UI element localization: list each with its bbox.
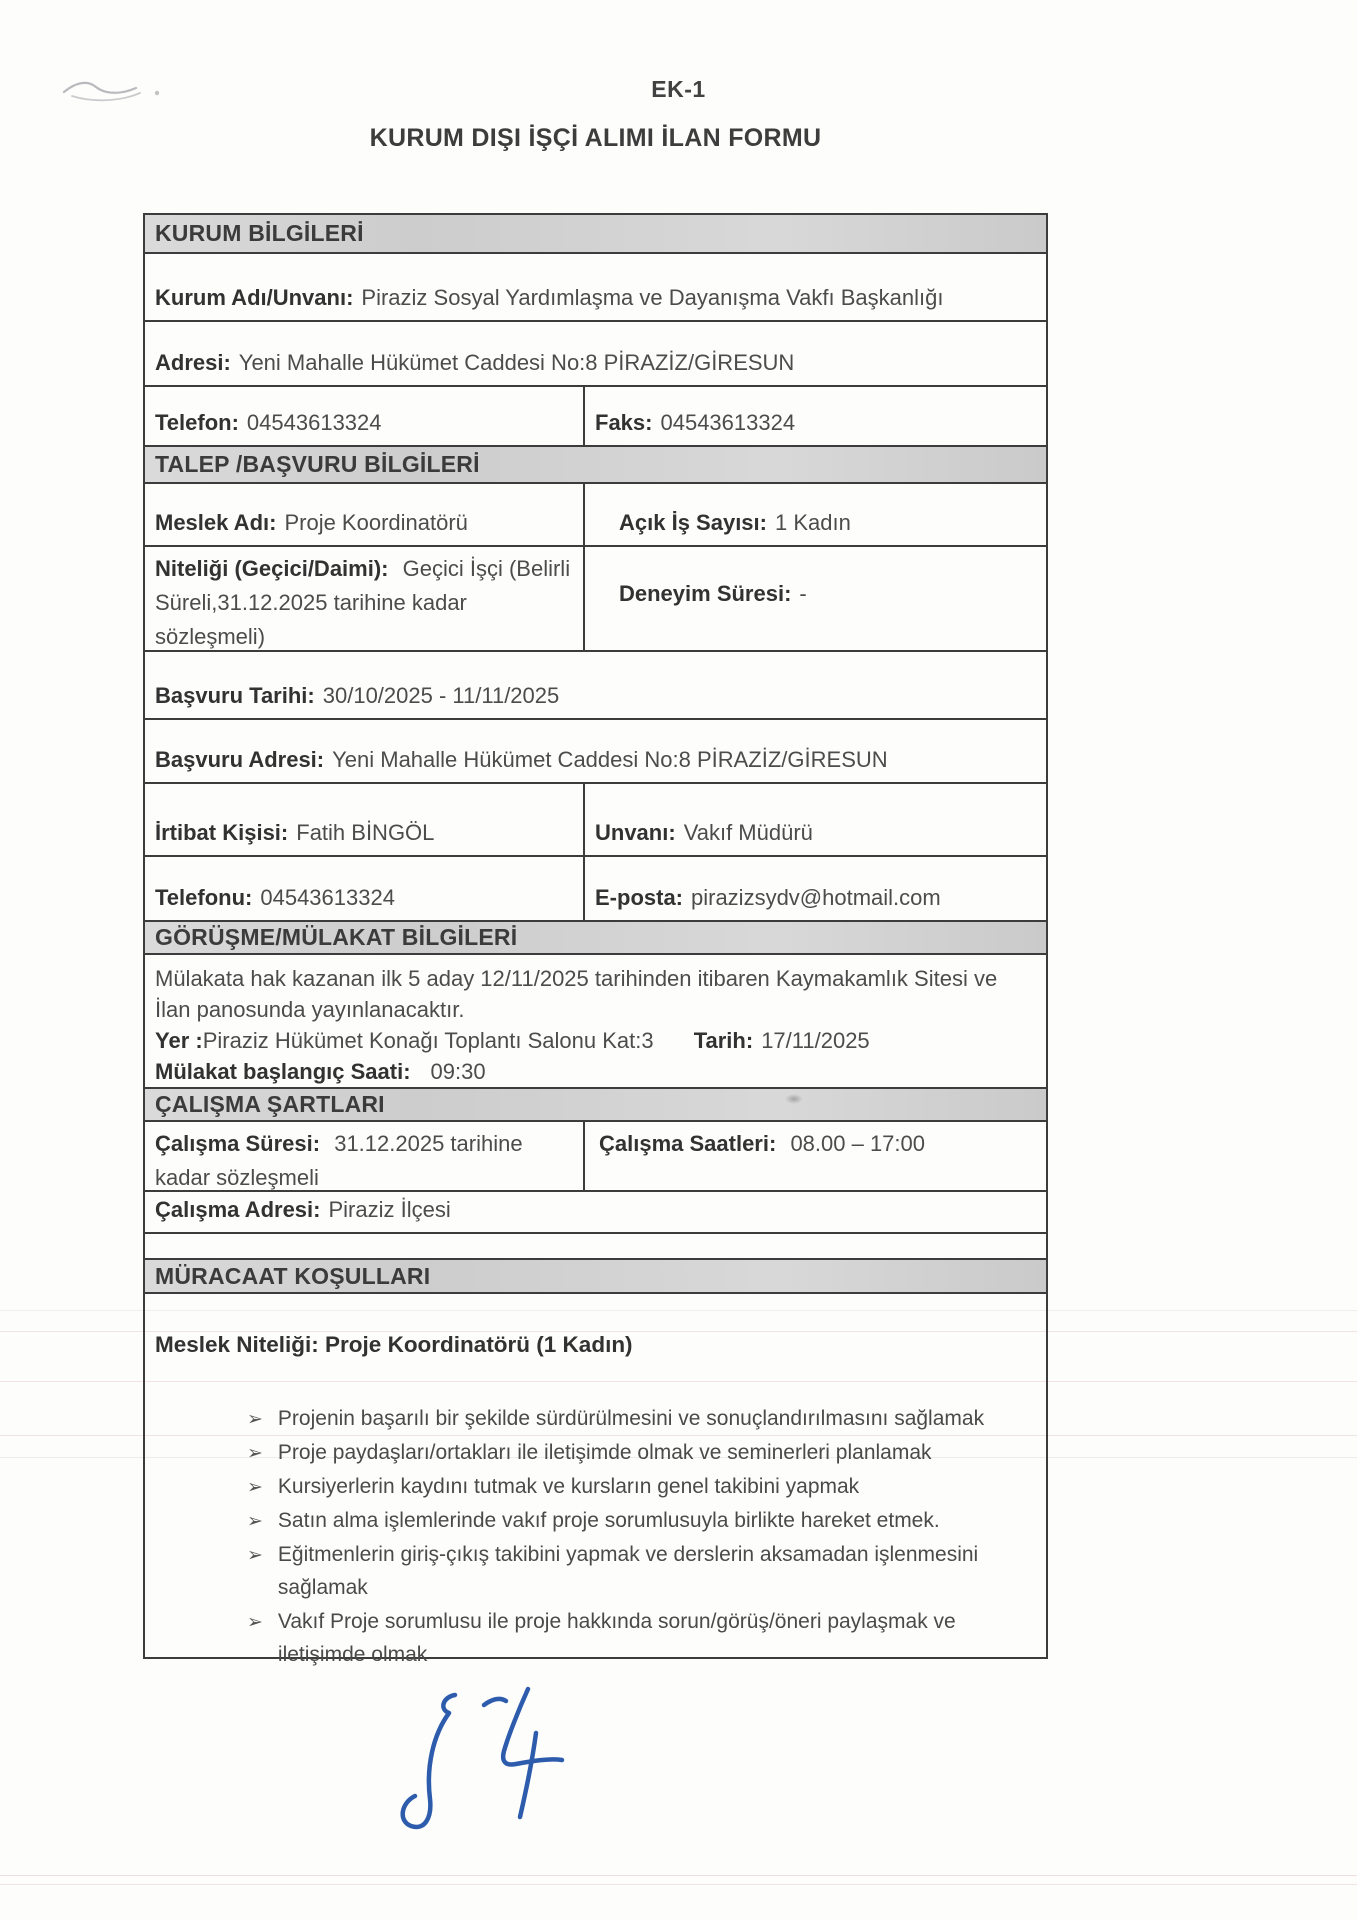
ek-label: EK-1 [651,76,706,102]
field-label: Tarih: [693,1028,754,1053]
list-item-text: Eğitmenlerin giriş-çıkış takibini yapmak ve derslerin aksamadan işlenmesini sağlamak [277,1543,979,1599]
form-title: KURUM DIŞI İŞÇİ ALIMI İLAN FORMU [369,124,822,152]
scan-artifact-line [0,1875,1357,1876]
field-label: Mülakat başlangıç Saati: [155,1059,411,1084]
cell-faks [585,387,1046,445]
bullet-arrow-icon: ➢ [247,1511,263,1532]
row-telefonu-eposta [145,857,1046,922]
field-value: 17/11/2025 [761,1028,870,1053]
field-label: Faks: [595,410,653,435]
signature-scribble [400,1683,570,1838]
cell-calisma-suresi [145,1122,585,1190]
list-item [247,1504,1030,1537]
list-item [247,1470,1030,1503]
row-telefon-faks [145,387,1046,447]
scan-smudge [785,1094,803,1104]
row-basvuru-tarihi [145,652,1046,720]
field-label: Çalışma Saatleri: [599,1131,777,1156]
field-value: Geçici İşçi (Belirli Süreli,31.12.2025 tarihine kadar sözleşmeli) [155,556,571,649]
field-value: Piraziz Sosyal Yardımlaşma ve Dayanışma Vakfı Başkanlığı [361,285,944,310]
cell-eposta [585,857,1046,920]
cell-meslek-adi [145,484,585,545]
cell-unvani [585,784,1046,855]
section-header-gorusme-mulakat [145,922,1046,955]
list-item-text: Proje paydaşları/ortakları ile iletişimde olmak ve seminerleri planlamak [277,1441,932,1464]
meslek-niteligi-heading: Meslek Niteliği: Proje Koordinatörü (1 Kadın) [155,1332,633,1357]
field-value: Proje Koordinatörü [284,510,468,535]
field-label: Telefon: [155,410,239,435]
section-header-label: MÜRACAAT KOŞULLARI [155,1262,431,1289]
field-value: 31.12.2025 tarihine kadar sözleşmeli [155,1131,523,1190]
field-value: Vakıf Müdürü [683,820,813,845]
mulakat-saat [155,1056,1034,1087]
row-kurum-adi [145,254,1046,322]
bullet-arrow-icon: ➢ [247,1409,263,1430]
field-value: Yeni Mahalle Hükümet Caddesi No:8 PİRAZİZ/GİRESUN [238,350,795,375]
bullet-arrow-icon: ➢ [247,1443,263,1464]
cell-calisma-saatleri [585,1122,1046,1190]
row-calisma-suresi-saatleri [145,1122,1046,1192]
section-header-label: TALEP /BAŞVURU BİLGİLERİ [155,451,480,477]
form-table [143,213,1048,1666]
cell-telefonu [145,857,585,920]
bullet-arrow-icon: ➢ [247,1545,263,1566]
field-label: Kurum Adı/Unvanı: [155,285,354,310]
field-label: Başvuru Adresi: [155,747,325,772]
field-value: Piraziz İlçesi [328,1197,451,1222]
section-header-label: KURUM BİLGİLERİ [155,220,364,246]
section-header-kurum-bilgileri [145,215,1046,254]
field-label: Adresi: [155,350,231,375]
field-label: Telefonu: [155,885,253,910]
row-muracaat-icerik [145,1294,1046,1666]
row-meslek-adi-acik-is [145,484,1046,547]
field-value: 04543613324 [260,885,395,910]
row-calisma-adresi [145,1192,1046,1234]
cell-irtibat-kisisi [145,784,585,855]
pen-smudge-mark [58,72,163,106]
field-value: Piraziz Hükümet Konağı Toplantı Salonu Kat:3 [202,1028,654,1053]
cell-deneyim-suresi [585,547,1046,650]
field-value: 04543613324 [660,410,796,435]
scan-artifact-line [0,1884,1357,1885]
bullet-arrow-icon: ➢ [247,1612,263,1633]
row-niteligi-deneyim [145,547,1046,652]
section-header-muracaat-kosullari [145,1260,1046,1294]
field-label: Unvanı: [595,820,676,845]
list-item [247,1538,1030,1604]
field-value: 08.00 – 17:00 [790,1131,926,1156]
list-item-text: Satın alma işlemlerinde vakıf proje sorumlusuyla birlikte hareket etmek. [277,1509,940,1532]
section-header-label: GÖRÜŞME/MÜLAKAT BİLGİLERİ [155,924,518,950]
field-value: 09:30 [430,1059,486,1084]
field-value: pirazizsydv@hotmail.com [691,885,941,910]
field-value: 1 Kadın [774,510,851,535]
mulakat-announcement [155,963,1034,1025]
field-value: Fatih BİNGÖL [296,820,435,845]
list-item-text: Projenin başarılı bir şekilde sürdürülmesini ve sonuçlandırılmasını sağlamak [277,1407,985,1430]
cell-niteligi [145,547,585,650]
field-value: Yeni Mahalle Hükümet Caddesi No:8 PİRAZİZ/GİRESUN [332,747,888,772]
field-label: Meslek Adı: [155,510,277,535]
bullet-arrow-icon: ➢ [247,1477,263,1498]
field-label: Deneyim Süresi: [619,581,792,606]
list-item-text: Kursiyerlerin kaydını tutmak ve kursların genel takibini yapmak [277,1475,860,1498]
field-value: 04543613324 [246,410,382,435]
field-value: Mülakata hak kazanan ilk 5 aday 12/11/2025 tarihinden itibaren Kaymakamlık Sitesi ve İlan panosunda yayınlanacaktır. [155,966,998,1022]
mulakat-yer-tarih [155,1025,1034,1056]
row-mulakat-detaylari [145,955,1046,1089]
list-item [247,1605,1030,1671]
field-label: E-posta: [595,885,683,910]
list-item [247,1402,1030,1435]
section-header-talep-basvuru [145,447,1046,484]
field-label: Yer : [155,1028,203,1053]
section-header-calisma-sartlari [145,1089,1046,1122]
row-irtibat-unvan [145,784,1046,857]
field-label: Açık İş Sayısı: [619,510,767,535]
field-label: Başvuru Tarihi: [155,683,315,708]
list-item-text: Vakıf Proje sorumlusu ile proje hakkında sorun/görüş/öneri paylaşmak ve iletişimde olmak [277,1610,956,1666]
cell-acik-is-sayisi [585,484,1046,545]
table-spacer-row [145,1234,1046,1260]
section-header-label: ÇALIŞMA ŞARTLARI [155,1091,385,1117]
row-basvuru-adresi [145,720,1046,784]
gorev-listesi [155,1402,1036,1671]
field-value: 30/10/2025 - 11/11/2025 [322,683,560,708]
cell-telefon [145,387,585,445]
field-label: Çalışma Süresi: [155,1131,321,1156]
row-adresi [145,322,1046,387]
list-item [247,1436,1030,1469]
field-label: Çalışma Adresi: [155,1197,321,1222]
field-label: İrtibat Kişisi: [155,820,289,845]
field-value: - [799,581,807,606]
field-label: Niteliği (Geçici/Daimi): [155,556,389,581]
